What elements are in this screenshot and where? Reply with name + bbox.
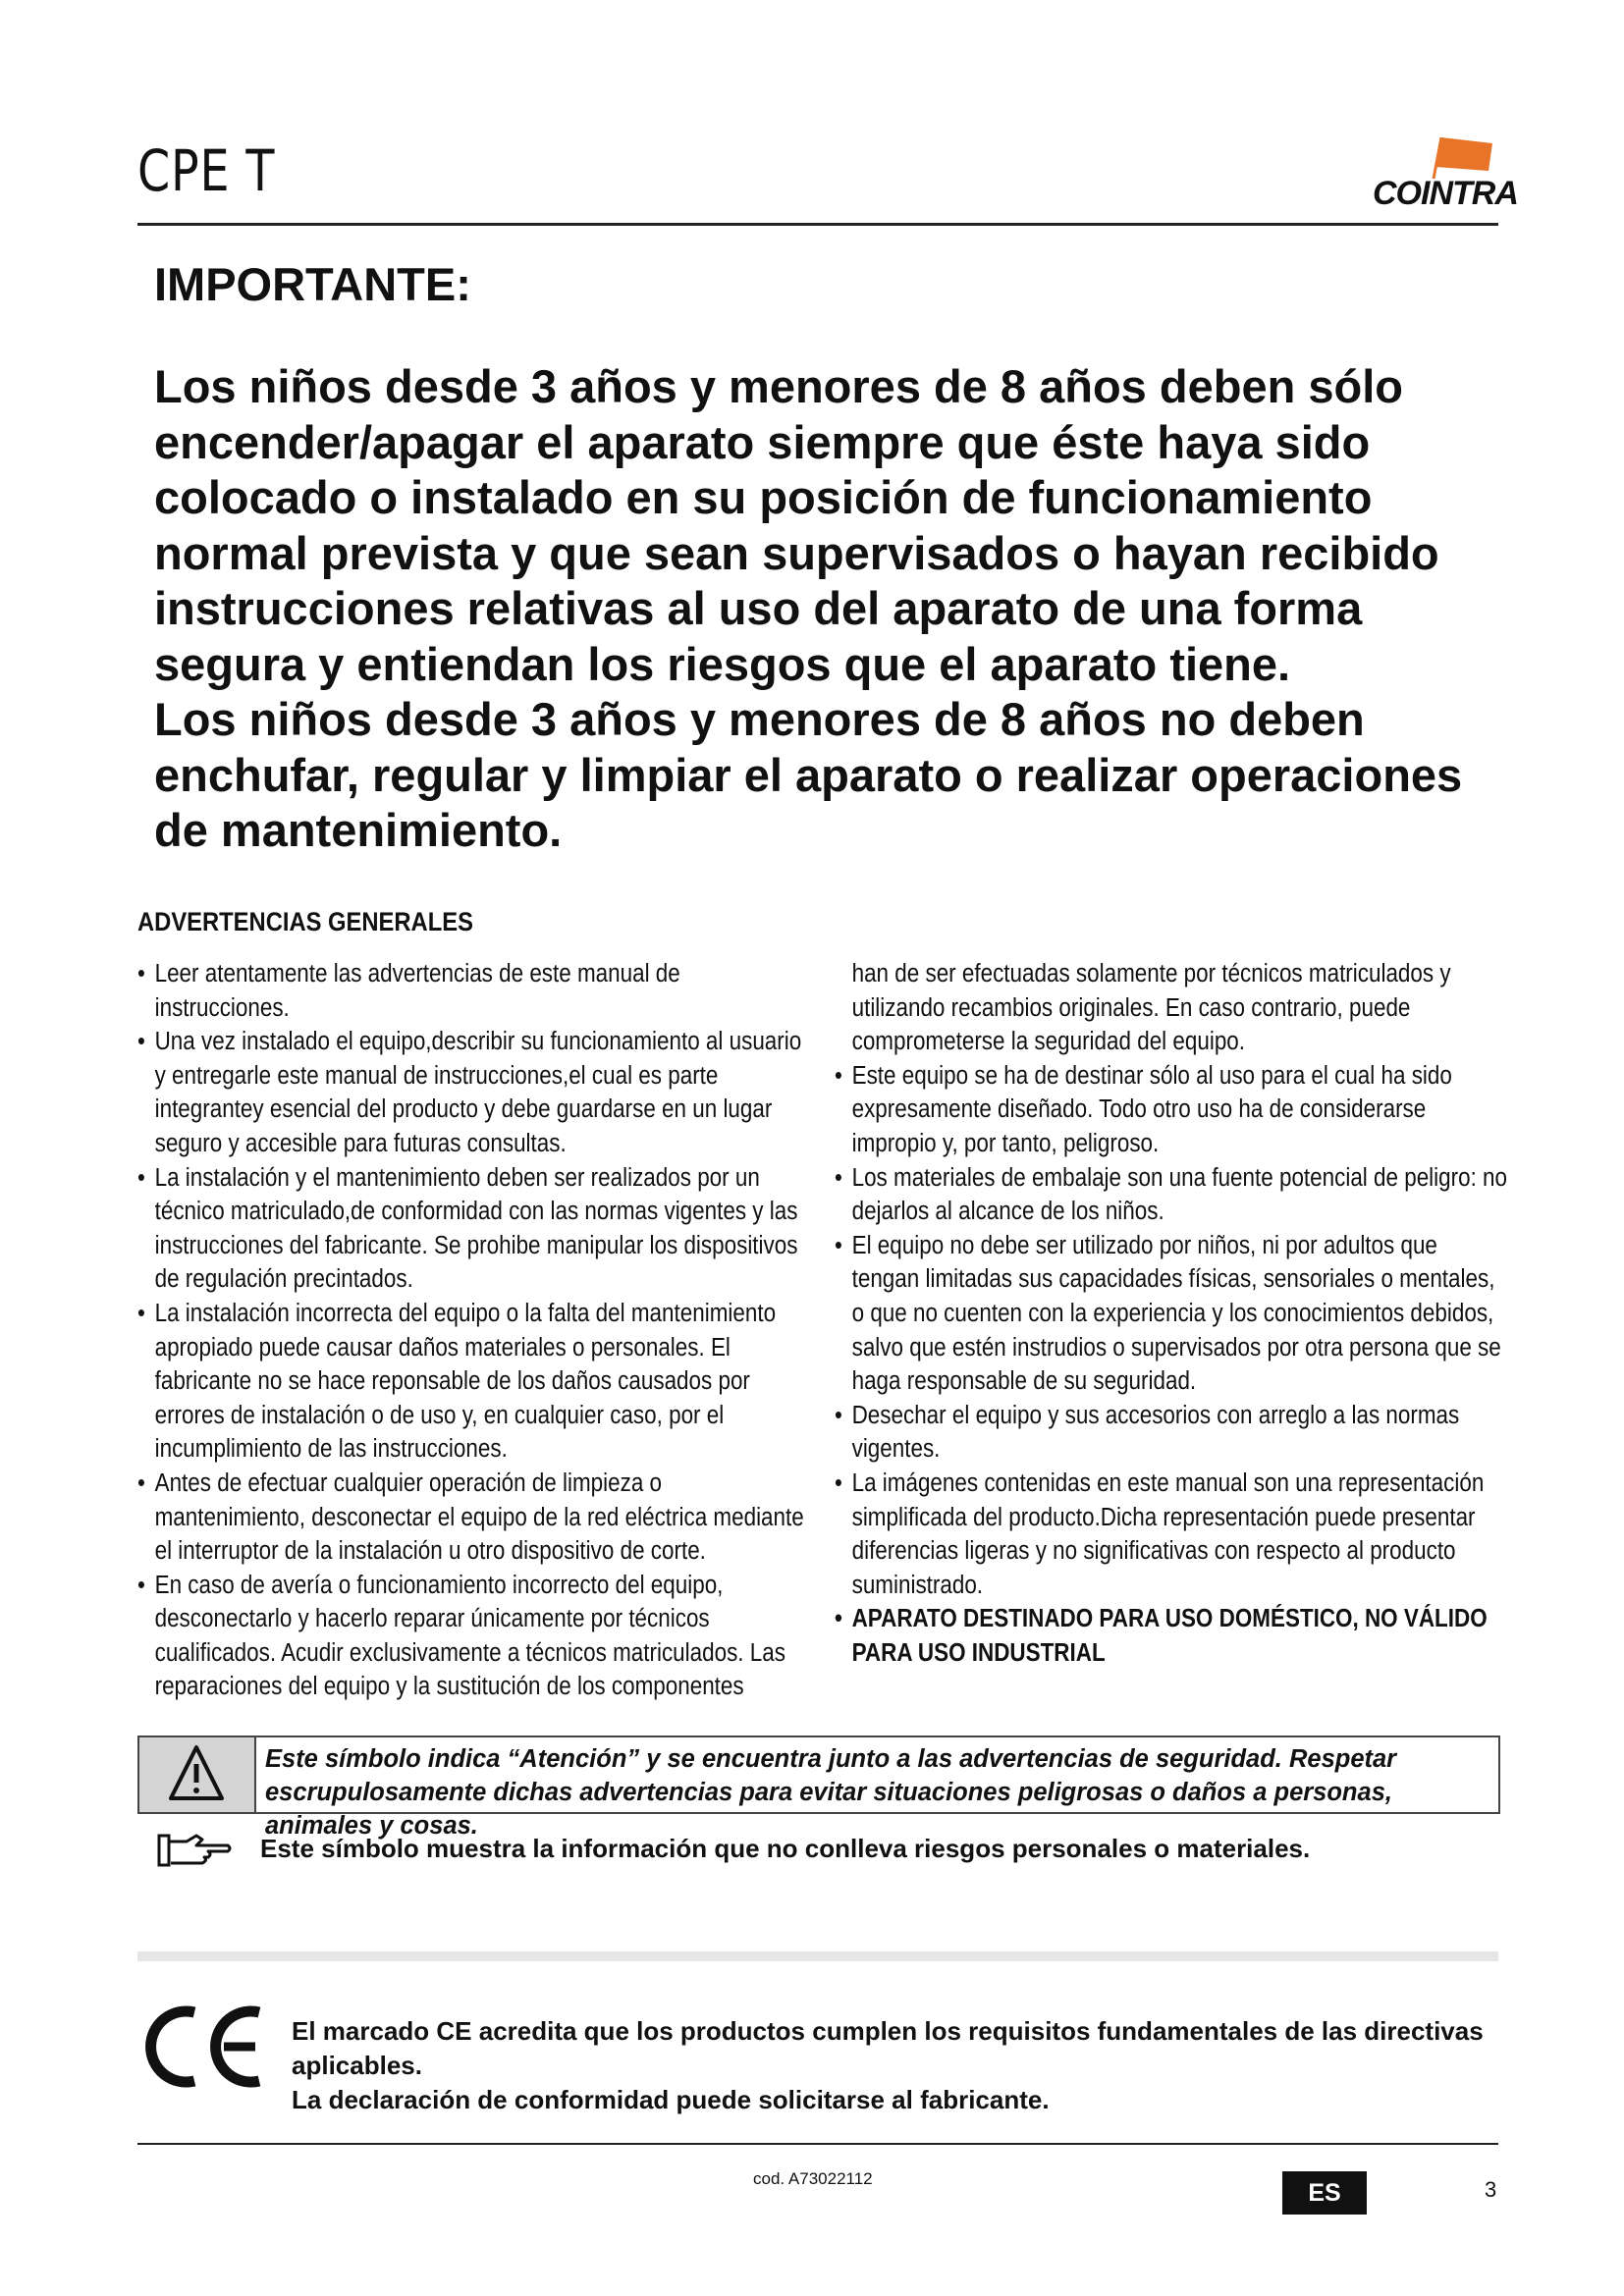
- attention-notice: [137, 1735, 1500, 1840]
- footer-rule: [137, 2143, 1498, 2145]
- list-item: • La instalación incorrecta del equipo o la falta del mantenimiento apropiado puede causar daños materiales o personales. El fabricante no se hace reponsable de los daños causados por errores de instalación o de uso y, en cualquier caso, por el incumplimiento de las instrucciones.: [137, 1297, 811, 1467]
- header-rule: [137, 223, 1498, 226]
- list-item: • Desechar el equipo y sus accesorios con arreglo a las normas vigentes.: [835, 1399, 1508, 1467]
- list-item: • El equipo no debe ser utilizado por niños, ni por adultos que tengan limitadas sus capacidades físicas, sensoriales o mentales, o que no cuenten con la experiencia y los conocimientos debidos, salvo que estén instrudios o supervisados por otra persona que se haga responsable de su seguridad.: [835, 1229, 1508, 1399]
- important-paragraph: Los niños desde 3 años y menores de 8 años no deben enchufar, regular y limpiar el aparato o realizar operaciones de mantenimiento.: [154, 693, 1463, 856]
- info-text: Este símbolo muestra la información que no conlleva riesgos personales o materiales.: [260, 1834, 1311, 1863]
- list-item: • Este equipo se ha de destinar sólo al uso para el cual ha sido expresamente diseñado. Todo otro uso ha de considerarse impropio y, por tanto, peligroso.: [835, 1059, 1508, 1161]
- ce-mark-icon: [137, 2002, 265, 2091]
- warnings-left-column: [137, 957, 815, 1704]
- list-item: • Los materiales de embalaje son una fuente potencial de peligro: no dejarlos al alcance de los niños.: [835, 1161, 1508, 1229]
- important-notice: [154, 359, 1489, 859]
- warning-triangle-icon: [139, 1737, 254, 1812]
- ce-declaration: [292, 2014, 1509, 2117]
- pointing-hand-icon: [157, 1832, 234, 1871]
- bullet-icon: •: [835, 1231, 842, 1259]
- bullet-icon: •: [835, 1401, 842, 1429]
- list-item: • Leer atentamente las advertencias de este manual de instrucciones.: [137, 957, 811, 1025]
- attention-text: Este símbolo indica “Atención” y se encuentra junto a las advertencias de seguridad. Respetar escrupulosamente dichas advertencias para evitar situaciones peligrosas o daños a personas, animales y cosas.: [265, 1745, 1397, 1840]
- attention-icon-cell: [139, 1737, 256, 1812]
- bullet-icon: •: [835, 1163, 842, 1192]
- list-item-continuation: han de ser efectuadas solamente por técnicos matriculados y utilizando recambios originales. En caso contrario, puede comprometerse la seguridad del equipo.: [851, 960, 1451, 1056]
- separator-band: [137, 1951, 1498, 1961]
- list-item: • La instalación y el mantenimiento deben ser realizados por un técnico matriculado,de conformidad con las normas vigentes y las instrucciones del fabricante. Se prohibe manipular los dispositivos de regulación precintados.: [137, 1161, 811, 1297]
- bullet-icon: •: [137, 1028, 145, 1056]
- important-paragraph: Los niños desde 3 años y menores de 8 años deben sólo encender/apagar el aparato siempre que éste haya sido colocado o instalado en su posición de funcionamiento normal prevista y que sean supervisados o hayan recibido instrucciones relativas al uso del aparato de una forma segura y entiendan los riesgos que el aparato tiene.: [154, 360, 1439, 690]
- bullet-icon: •: [835, 1468, 842, 1497]
- important-title: IMPORTANTE:: [154, 258, 471, 310]
- list-item: • Una vez instalado el equipo,describir su funcionamiento al usuario y entregarle este manual de instrucciones,el cual es parte integrantey esencial del producto y debe guardarse en un lugar seguro y accesible para futuras consultas.: [137, 1025, 811, 1160]
- cointra-logo: [1373, 130, 1518, 212]
- logo-text: COINTRA: [1373, 175, 1518, 212]
- page-number: 3: [1485, 2177, 1497, 2202]
- list-item: • Antes de efectuar cualquier operación de limpieza o mantenimiento, desconectar el equipo de la red eléctrica mediante el interruptor de la instalación u otro dispositivo de corte.: [137, 1467, 811, 1569]
- bullet-icon: •: [137, 1299, 145, 1327]
- ce-text-line: El marcado CE acredita que los productos cumplen los requisitos fundamentales de las directivas aplicables.: [292, 2016, 1484, 2080]
- bullet-icon: •: [137, 1571, 145, 1599]
- document-title: CPE T: [137, 137, 276, 204]
- bullet-icon: •: [835, 1061, 842, 1090]
- document-code: cod. A73022112: [753, 2169, 873, 2188]
- list-item-bold: • APARATO DESTINADO PARA USO DOMÉSTICO, NO VÁLIDO PARA USO INDUSTRIAL: [835, 1602, 1508, 1670]
- bullet-icon: •: [835, 1605, 842, 1633]
- bullet-icon: •: [137, 1163, 145, 1192]
- language-badge: ES: [1282, 2171, 1367, 2215]
- bullet-icon: •: [137, 1468, 145, 1497]
- ce-text-line: La declaración de conformidad puede solicitarse al fabricante.: [292, 2085, 1050, 2114]
- list-item: • La imágenes contenidas en este manual son una representación simplificada del producto.Dicha representación puede presentar diferencias ligeras y no significativas con respecto al producto suministrado.: [835, 1467, 1508, 1602]
- section-heading: ADVERTENCIAS GENERALES: [137, 907, 473, 936]
- bullet-icon: •: [137, 960, 145, 988]
- warnings-right-column: [835, 957, 1512, 1670]
- list-item: • En caso de avería o funcionamiento incorrecto del equipo, desconectarlo y hacerlo reparar únicamente por técnicos cualificados. Acudir exclusivamente a técnicos matriculados. Las reparaciones del equipo y la sustitución de los componentes: [137, 1569, 811, 1704]
